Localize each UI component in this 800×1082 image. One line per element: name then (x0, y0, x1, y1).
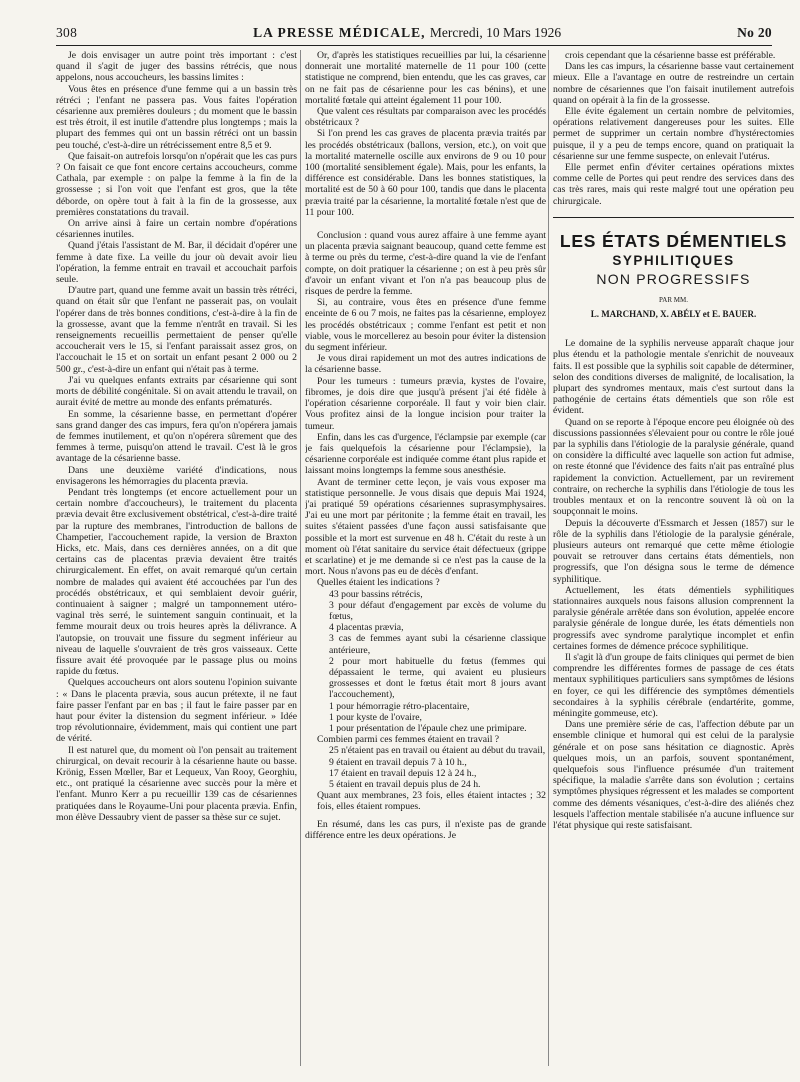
page-number: 308 (56, 25, 78, 40)
article-par: PAR MM. (659, 295, 688, 304)
paragraph: Quand on se reporte à l'époque encore peu éloignée où des discussions passionnées s'élevaient pour ou contre le rôle joué par la syphilis dans l'étiologie de la paralysie générale, quand on considère la difficulté avec laquelle son action fut admise, on reste étonné que l'évidence des faits n'ait pas entraîné plus rapidement la conviction. Actuellement, par un revirement contraire, on recherche la syphilis dans l'étiologie de tous les troubles mentaux et on la rencontre souvent là où on la soupçonnait le moins. (553, 416, 794, 518)
column-2-conclusion (305, 230, 546, 589)
column-2-top (305, 50, 546, 218)
journal-name: LA PRESSE MÉDICALE, (253, 25, 426, 40)
column-3-top (553, 50, 794, 207)
paragraph: Quelques accoucheurs ont alors soutenu l'opinion suivante : « Dans le placenta prævia, sous aucun prétexte, il ne faut faire passer l'enfant par en bas ; il faut le faire passer par en haut pour éviter la distension du segment inférieur. » Idée trop révolutionnaire, évidemment, mais qui contient une part de vérité. (56, 677, 297, 745)
paragraph: 1 pour kyste de l'ovaire, (329, 711, 422, 723)
paragraph: Avant de terminer cette leçon, je vais vous exposer ma statistique personnelle. Je vous disais que depuis Mai 1924, j'ai pratiqué 59 opérations césariennes suprasymphysaires. J'ai eu une mort par péritonite ; la femme était en travail, les suites s'étaient passées d'une façon aussi satisfaisante que possible et la mort est survenue en 48 h. C'était du reste à un moment où l'état sanitaire du service était défectueux (grippe et scarlatine) et je me demande si ce n'est pas la cause de la mort. Nous n'avons pas eu de décès d'enfant. (305, 476, 546, 578)
paragraph: 1 pour présentation de l'épaule chez une primipare. (329, 722, 527, 734)
paragraph: 25 n'étaient pas en travail ou étaient au début du travail, (329, 745, 546, 757)
paragraph: Elle permet enfin d'éviter certaines opérations mixtes comme celle de Portes qui peut rendre des services dans des cas très rares, mais qui reste malgré tout une opération peu chirurgicale. (553, 162, 794, 207)
paragraph: Le domaine de la syphilis nerveuse apparaît chaque jour plus étendu et la pathologie mentale s'enrichit de nouveaux faits. Il est possible que la syphilis soit capable de déterminer, selon des conditions diverses de malignité, de localisation, la plupart des syndromes mentaux, mais c'est surtout dans la pathogénie de certains états démentiels que son rôle est évident. (553, 338, 794, 417)
paragraph: Si, au contraire, vous êtes en présence d'une femme enceinte de 6 ou 7 mois, ne faites pas la césarienne, employez les procédés obstétricaux ; comme l'enfant est petit et non viable, vous le morcellerez au besoin pour éviter la distension du segment inférieur. (305, 297, 546, 354)
paragraph: 9 étaient en travail depuis 7 à 10 h., (329, 756, 467, 768)
paragraph: Pour les tumeurs : tumeurs prævia, kystes de l'ovaire, fibromes, je dois dire que jusqu'à présent j'ai été fidèle à l'opération césarienne corporéale. Il faut y voir bien clair. Vous profitez ainsi de la longue incision pour traiter la tumeur. (305, 375, 546, 432)
paragraph: 2 pour mort habituelle du fœtus (femmes qui dépassaient le terme, qui avaient eu plusieurs grossesses et dont le fœtus était mort 8 jours avant l'accouchement), (329, 655, 546, 701)
membranes-text: Quant aux membranes, 23 fois, elles étaient intactes ; 32 fois, elles étaient rompues. (317, 790, 546, 813)
column-2 (305, 50, 546, 1066)
paragraph: D'autre part, quand une femme avait un bassin très rétréci, quand on était sûr que l'enfant ne passerait pas, on voulait l'opérer dans de très bonnes conditions, c'est-à-dire à la fin de la grossesse, avant que la femme n'entrât en travail. Si les renseignements recueillis permettaient de penser qu'elle accoucherait vers le 15, si l'enfant paraissait assez gros, on l'accouchait le 15 et on sortait un enfant pesant 2 000 ou 2 500 gr., c'est-à-dire un enfant qui n'était pas à terme. (56, 285, 297, 375)
paragraph: Dans une première série de cas, l'affection débute par un ensemble clinique et humoral qui est celui de la paralysie générale et on pose sans hésitation ce diagnostic. Après quelques mois, un an parfois, souvent spontanément, quelquefois sous l'influence présumée d'un traitement spécifique, la maladie s'arrête dans son évolution ; certains symptômes physiques régressent et les malades se comportent comme des déments vésaniques, c'est-à-dire des aliénés chez lesquels l'affection mentale stabilisée n'a aucune influence sur l'état physique qui reste satisfaisant. (553, 719, 794, 831)
paragraph: Je dois envisager un autre point très important : c'est quand il s'agit de juger des bassins rétrécis, que nous appelons, nous accoucheurs, les bassins limites : (56, 50, 297, 84)
paragraph: Or, d'après les statistiques recueillies par lui, la césarienne donnerait une mortalité maternelle de 11 pour 100 (cette statistique ne comprend, bien entendu, que les cas graves, car on ne fait pas de césarienne pour les cas bénins), et une mortalité fœtale qui atteint également 11 pour 100. (305, 50, 546, 106)
travail-question: Combien parmi ces femmes étaient en travail ? (317, 734, 500, 746)
article-authors: L. MARCHAND, X. ABÉLY et E. BAUER. (590, 309, 757, 320)
paragraph: Si l'on prend les cas graves de placenta prævia traités par les procédés obstétricaux (ballons, version, etc.), on voit que la mortalité maternelle oscille aux environs de 9 ou 10 pour 100 (mortalité sensiblement égale). Mais, pour les enfants, la différence est considérable. Dans les bonnes statistiques, la mortalité est de 50 à 60 pour 100, tandis que dans le placenta prævia traité par la césarienne, la mortalité fœtale n'est que de 11 pour 100. (305, 128, 546, 218)
column-divider (300, 50, 301, 1066)
paragraph: Dans les cas impurs, la césarienne basse vaut certainement mieux. Elle a l'avantage en outre de restreindre un certain nombre de césariennes que l'on faisait inutilement autrefois quand on opérait à la fin de la grossesse. (553, 61, 794, 106)
paragraph: Elle évite également un certain nombre de pelvitomies, opérations relativement dangereuses pour les suites. Elle permet de supprimer un certain nombre d'hystérectomies puisque, il y a peu de temps encore, quand on pratiquait la césarienne sur une femme suspecte, on enlevait l'utérus. (553, 106, 794, 162)
paragraph: Que faisait-on autrefois lorsqu'on n'opérait que les cas purs ? On faisait ce que font encore certains accoucheurs, comme Cathala, par exemple : on palpe la femme à la fin de la grossesse ; si l'on voit que l'enfant est gros, que la tête déborde, on opère tout à fait à la fin de la grossesse, aux premières constatations du travail. (56, 150, 297, 218)
resume-text: En résumé, dans les cas purs, il n'existe pas de grande différence entre les deux opérations. Je (305, 818, 546, 841)
paragraph: 1 pour hémorragie rétro-placentaire, (329, 700, 470, 712)
paragraph: Je vous dirai rapidement un mot des autres indications de la césarienne basse. (305, 353, 546, 376)
travail-list (305, 745, 546, 790)
paragraph: Depuis la découverte d'Essmarch et Jessen (1857) sur le rôle de la syphilis dans l'étiologie de la paralysie générale, plusieurs auteurs ont remarqué que cette même étiologie pouvait se retrouver dans certains états démentiels, non progressifs, que l'on désigna sous le terme de démence syphilitique. (553, 517, 794, 585)
paragraph: Vous êtes en présence d'une femme qui a un bassin très rétréci ; l'enfant ne passera pas. Vous faites l'opération césarienne aux premières douleurs ; du moment que le bassin est très étroit, il est inutile d'attendre plus longtemps ; mais la plupart des femmes qui ont un bassin rétréci ont un bassin peu touché, c'est-à-dire un rétrécissement entre 8,5 et 9. (56, 83, 297, 151)
article-subtitle: SYPHILITIQUES (612, 252, 735, 268)
paragraph: Il est naturel que, du moment où l'on pensait au traitement chirurgical, on devait recourir à la césarienne haute ou basse. Krönig, Essen Mœller, Bar et Lequeux, Van Rooy, Georghiu, etc., ont pratiqué la césarienne avec succès pour la mère et l'enfant. Munro Kerr a pu recueillir 139 cas de césariennes pratiquées dans le Royaume-Uni pour placenta prævia. Enfin, mon élève Dessaubry vient de passer sa thèse sur ce sujet. (56, 744, 297, 823)
indications-list (305, 589, 546, 735)
paragraph: 43 pour bassins rétrécis, (329, 588, 423, 600)
paragraph: Il s'agit là d'un groupe de faits cliniques qui permet de bien comprendre les différentes formes de passage de ces états mentaux syphilitiques particuliers sans symptômes de lésions en foyer, ce qui les différencie des symptômes démentiels secondaires à la syphilis cérébrale (endartérite, gomme, méningite gommeuse, etc). (553, 651, 794, 719)
paragraph: Dans une deuxième variété d'indications, nous envisagerons les hémorragies du placenta prævia. (56, 464, 297, 487)
paragraph: crois cependant que la césarienne basse est préférable. (565, 50, 776, 61)
article-rule (553, 217, 794, 218)
article-subtitle-2: NON PROGRESSIFS (596, 270, 751, 287)
paragraph: Pendant très longtemps (et encore actuellement pour un certain nombre d'accoucheurs), le traitement du placenta prævia devait être exclusivement obstétrical, c'est-à-dire traité par la rupture des membranes, l'introduction de ballons de Champetier, l'accouchement rapide, la version de Braxton Hicks, etc. Mais, dans ces dernières années, on a dit que certains cas de placentas prævia devaient être traités chirurgicalement. En effet, on avait remarqué qu'un certain nombre de malades qui avaient été accouchées par l'un des procédés obstétricaux, et qui semblaient devoir guérir, continuaient à saigner ; malgré un tamponnement utéro-vaginal très serré, le suintement sanguin continuait, et la femme mourait deux ou trois heures après la délivrance. A l'autopsie, on trouvait une fissure du segment inférieur au niveau de laquelle s'ouvraient de très gros vaisseaux. Cette fissure avait été provoquée par le passage plus ou moins rapide du fœtus. (56, 486, 297, 678)
column-1 (56, 50, 297, 1066)
paragraph: 3 pour défaut d'engagement par excès de volume du fœtus, (329, 599, 546, 622)
paragraph: Quelles étaient les indications ? (317, 577, 440, 589)
journal-title (253, 25, 561, 41)
page-header (56, 22, 772, 44)
column-divider (548, 50, 549, 1066)
article-title: LES ÉTATS DÉMENTIELS (559, 230, 788, 251)
paragraph: J'ai vu quelques enfants extraits par césarienne qui sont morts de débilité congénitale. Si on avait attendu le travail, on aurait évité de mettre au monde des enfants prématurés. (56, 374, 297, 409)
paragraph: Enfin, dans les cas d'urgence, l'éclampsie par exemple (car je fais quelquefois la césarienne pour l'éclampsie), la césarienne corporéale est indiquée comme étant plus rapide et laissant moins longtemps la femme sous anesthésie. (305, 431, 546, 477)
paragraph: 4 placentas prævia, (329, 622, 404, 634)
paragraph: Quand j'étais l'assistant de M. Bar, il décidait d'opérer une femme à date fixe. La veille du jour où devait avoir lieu l'opération, la femme entrait en travail et accouchait parfois seule. (56, 240, 297, 286)
paragraph: Que valent ces résultats par comparaison avec les procédés obstétricaux ? (305, 106, 546, 129)
issue-date: Mercredi, 10 Mars 1926 (429, 25, 562, 40)
issue-number: No 20 (737, 25, 772, 40)
paragraph: 3 cas de femmes ayant subi la césarienne classique antérieure, (329, 633, 546, 656)
paragraph: Conclusion : quand vous aurez affaire à une femme ayant un placenta prævia saignant beaucoup, quand cette femme est à terme ou près du terme, c'est-à-dire quand la vie de l'enfant compte, on doit pratiquer la césarienne ; on est à peu près sûr d'avoir un enfant vivant et l'on n'a pas beaucoup plus de risques de perdre la femme. (305, 230, 546, 298)
article-body (553, 338, 794, 831)
paragraph: 5 étaient en travail depuis plus de 24 h. (329, 779, 481, 790)
column-3 (553, 50, 794, 1066)
paragraph: En somme, la césarienne basse, en permettant d'opérer sans grand danger des cas impurs, fera qu'on n'opérera jamais de femmes inutilement, et qu'on n'opérera sûrement que des femmes à terme, puisqu'on attend le travail. C'est là le gros avantage de la césarienne basse. (56, 408, 297, 465)
header-rule (56, 45, 772, 46)
paragraph: On arrive ainsi à faire un certain nombre d'opérations césariennes inutiles. (56, 218, 297, 241)
paragraph: 17 étaient en travail depuis 12 à 24 h., (329, 767, 477, 779)
paragraph: Actuellement, les états démentiels syphilitiques stationnaires auxquels nous faisons allusion comprennent la paralysie générale arrêtée dans son évolution, appelée encore paralysie générale de longue durée, les états démentiels non progressifs avec syndrome paralytique incomplet et enfin certaines formes de démence précoce syphilitique. (553, 584, 794, 652)
